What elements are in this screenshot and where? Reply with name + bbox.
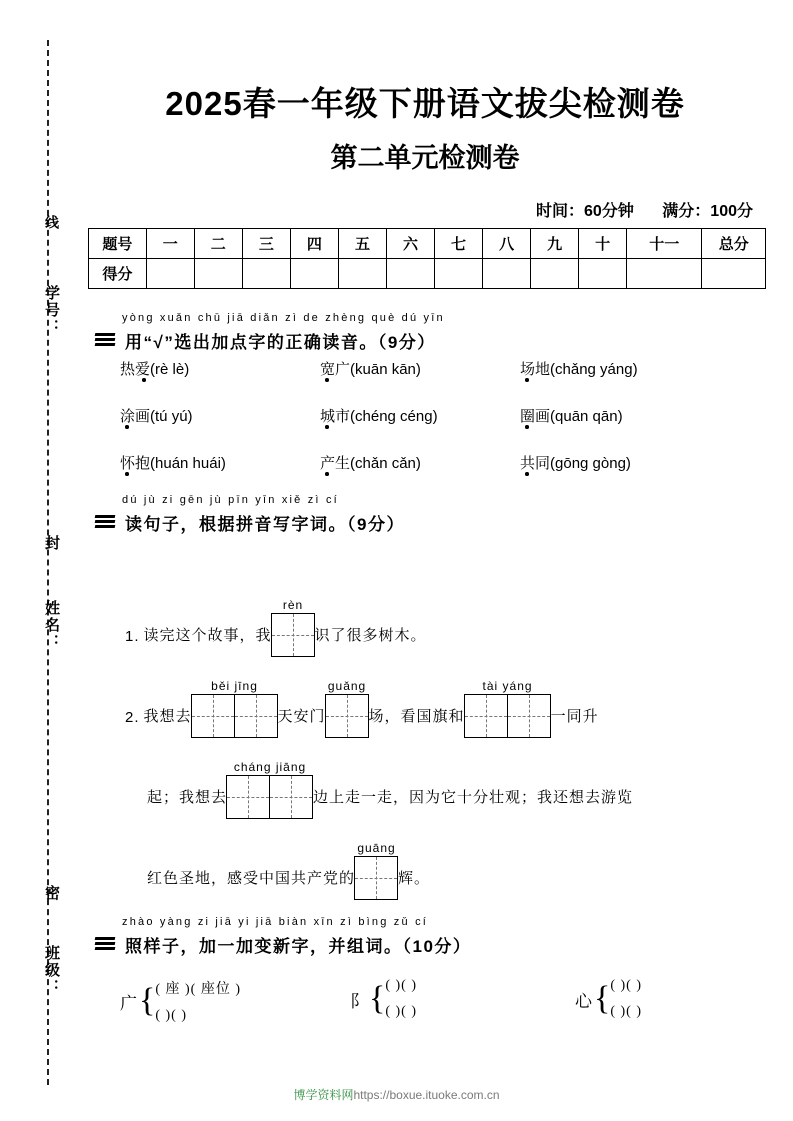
ex1-body (120, 358, 760, 499)
ex3-group-2-radical: 阝 (350, 991, 367, 1011)
brace-icon: { (369, 980, 386, 1017)
ex2-q2-pinyin-1: běi jīng (211, 679, 258, 693)
brace-icon: { (139, 982, 156, 1019)
ex1-item-5[interactable] (320, 405, 520, 426)
ex2-q1-box-group[interactable] (272, 598, 315, 657)
ex2-q2-pinyin-3: tài yáng (482, 679, 533, 693)
ex2-q2-box-group-2[interactable] (326, 679, 369, 738)
ex3-group-2[interactable] (350, 978, 417, 1020)
tianzi-box[interactable] (234, 694, 278, 738)
ex2-q1-number: 1. (125, 628, 140, 645)
ex3-group-1-radical: 广 (120, 993, 137, 1013)
ex1-item-1-options: (rè lè) (150, 361, 190, 378)
tianzi-box[interactable] (354, 856, 398, 900)
section-number-icon (95, 515, 115, 532)
ex2-q2d-after: 辉。 (398, 870, 431, 887)
ex3-group-3-line-1[interactable]: ( )( ) (610, 978, 642, 993)
tianzi-box[interactable] (269, 775, 313, 819)
tianzi-box[interactable] (226, 775, 270, 819)
emphasis-dot-icon (142, 378, 146, 382)
ex1-row-2 (120, 405, 760, 426)
page-title: 2025春一年级下册语文拔尖检测卷 (165, 85, 685, 122)
ex2-q2-box-group-1[interactable] (192, 679, 278, 738)
tianzi-box[interactable] (507, 694, 551, 738)
emphasis-dot-icon (325, 425, 329, 429)
score-col-10: 十 (579, 229, 627, 259)
ex2-q2c-after: 边上走一走，因为它十分壮观；我还想去游览 (313, 789, 634, 806)
tianzi-box[interactable] (325, 694, 369, 738)
ex3-group-3-line-2[interactable]: ( )( ) (610, 1004, 642, 1019)
ex2-q2-mid-2: 场，看国旗和 (368, 708, 465, 725)
ex2-q2-before: 我想去 (143, 708, 192, 725)
footer-brand: 博学资料网 (293, 1088, 354, 1102)
time-label: 时间：60分钟 (536, 203, 634, 220)
ex1-item-4-word: 涂画 (120, 408, 151, 425)
exam-meta (512, 198, 753, 221)
ex1-heading-text: 用“√”选出加点字的正确读音。（9分） (125, 333, 436, 352)
score-col-3: 三 (242, 229, 290, 259)
footer-url[interactable]: https://boxue.ituoke.com.cn (353, 1088, 500, 1102)
ex1-row-1 (120, 358, 760, 379)
ex2-q1-pinyin: rèn (282, 598, 304, 612)
score-col-8: 八 (483, 229, 531, 259)
ex2-q2c-box-group[interactable] (227, 760, 313, 819)
ex1-item-4[interactable] (120, 405, 320, 426)
brace-icon: { (594, 980, 611, 1017)
score-table-label-1: 题号 (89, 229, 147, 259)
ex3-group-1[interactable] (120, 978, 241, 1024)
ex1-item-6[interactable] (520, 405, 740, 426)
ex2-q2d-before: 红色圣地，感受中国共产党的 (147, 870, 356, 887)
ex1-item-3-word: 场地 (520, 361, 551, 378)
score-cell-5[interactable] (338, 259, 386, 289)
ex1-item-7-options: (huán huái) (150, 455, 226, 472)
score-col-9: 九 (531, 229, 579, 259)
ex2-q2-number: 2. (125, 709, 140, 726)
score-cell-11[interactable] (627, 259, 702, 289)
ex3-group-2-line-2[interactable]: ( )( ) (385, 1004, 417, 1019)
score-col-5: 五 (338, 229, 386, 259)
ex1-item-4-options: (tú yú) (150, 408, 193, 425)
ex3-heading-text: 照样子，加一加变新字，并组词。（10分） (125, 937, 472, 956)
score-cell-1[interactable] (146, 259, 194, 289)
ex2-heading-text: 读句子，根据拼音写字词。（9分） (125, 515, 405, 534)
score-col-6: 六 (386, 229, 434, 259)
score-cell-4[interactable] (290, 259, 338, 289)
sidebar-label-class: 班级： (43, 945, 60, 996)
ex1-item-8-word: 产生 (320, 455, 351, 472)
ex3-group-3-radical: 心 (575, 991, 592, 1011)
score-col-2: 二 (194, 229, 242, 259)
score-col-1: 一 (146, 229, 194, 259)
ex1-row-3 (120, 452, 760, 473)
score-col-11: 十一 (627, 229, 702, 259)
ex1-item-9[interactable] (520, 452, 740, 473)
ex2-q2c-before: 起；我想去 (147, 789, 228, 806)
ex2-q2-after: 一同升 (550, 708, 599, 725)
emphasis-dot-icon (125, 425, 129, 429)
ex2-q2d-box-group[interactable] (355, 841, 398, 900)
footer-watermark (0, 1086, 793, 1103)
score-cell-10[interactable] (579, 259, 627, 289)
ex1-item-2[interactable] (320, 358, 520, 379)
table-row-header (89, 229, 766, 259)
ex1-item-7[interactable] (120, 452, 320, 473)
ex3-group-1-line-2[interactable]: ( )( ) (155, 1008, 187, 1023)
emphasis-dot-icon (525, 425, 529, 429)
ex1-item-9-word: 共同 (520, 455, 551, 472)
sidebar-label-line: 线 (44, 215, 60, 231)
ex1-heading (95, 328, 436, 353)
sidebar-label-student-no: 学号： (43, 285, 60, 336)
ex2-question-2 (125, 679, 765, 738)
ex3-group-3[interactable] (575, 978, 642, 1020)
emphasis-dot-icon (525, 378, 529, 382)
ex1-item-6-word: 圈画 (520, 408, 551, 425)
score-cell-6[interactable] (386, 259, 434, 289)
ex3-group-2-line-1[interactable]: ( )( ) (385, 978, 417, 993)
score-col-7: 七 (435, 229, 483, 259)
ex2-body (95, 560, 765, 908)
score-table (88, 228, 766, 289)
ex1-item-5-options: (chéng céng) (350, 408, 438, 425)
sidebar-label-seal: 封 (43, 535, 60, 552)
sidebar-label-secret: 密 (43, 885, 60, 902)
tianzi-box[interactable] (464, 694, 508, 738)
score-cell-8[interactable] (483, 259, 531, 289)
ex1-item-6-options: (quān qān) (550, 408, 623, 425)
ex2-q2c-pinyin: cháng jiāng (233, 760, 307, 774)
ex2-q1-after: 识了很多树木。 (314, 627, 427, 644)
ex2-heading (95, 510, 405, 535)
ex1-item-9-options: (gōng gòng) (550, 455, 631, 472)
emphasis-dot-icon (325, 472, 329, 476)
ex1-pinyin: yòng xuǎn chū jiā diǎn zì de zhèng què dú yīn (122, 312, 445, 324)
ex2-q2d-pinyin: guāng (357, 841, 396, 855)
emphasis-dot-icon (525, 472, 529, 476)
ex1-item-5-word: 城市 (320, 408, 351, 425)
score-cell-2[interactable] (194, 259, 242, 289)
ex3-heading (95, 932, 471, 957)
score-col-4: 四 (290, 229, 338, 259)
tianzi-box[interactable] (191, 694, 235, 738)
ex1-item-8[interactable] (320, 452, 520, 473)
score-cell-9[interactable] (531, 259, 579, 289)
ex1-item-1[interactable] (120, 358, 320, 379)
section-number-icon (95, 333, 115, 350)
ex1-item-1-word: 热爱 (120, 361, 151, 378)
binding-dashed-line (47, 40, 49, 1085)
sidebar-label-name: 姓名： (43, 600, 60, 651)
score-cell-7[interactable] (435, 259, 483, 289)
ex1-item-3[interactable] (520, 358, 740, 379)
ex2-pinyin: dú jù zi gēn jù pīn yīn xiě zì cí (122, 494, 339, 506)
ex2-q1-before: 读完这个故事，我 (143, 627, 272, 644)
ex2-question-1 (125, 598, 765, 657)
total-score-label: 满分：100分 (662, 203, 753, 220)
page-subtitle: 第二单元检测卷 (330, 143, 520, 173)
table-row-score (89, 259, 766, 289)
ex2-q2-pinyin-2: guǎng (327, 679, 367, 693)
ex1-item-2-word: 宽广 (320, 361, 351, 378)
ex2-q2-mid-1: 天安门 (277, 708, 326, 725)
ex1-item-3-options: (chǎng yáng) (550, 361, 638, 378)
score-table-label-2: 得分 (89, 259, 147, 289)
score-cell-total[interactable] (702, 259, 766, 289)
ex1-item-2-options: (kuān kān) (350, 361, 421, 378)
ex2-question-2-cont (147, 760, 765, 819)
ex3-group-1-line-1[interactable]: ( 座 )( 座位 ) (155, 982, 241, 997)
ex2-question-2-cont2 (147, 841, 765, 900)
ex1-item-7-word: 怀抱 (120, 455, 151, 472)
ex3-pinyin: zhào yàng zi jiā yi jiā biàn xīn zì bìng zǔ cí (122, 916, 429, 928)
section-number-icon (95, 937, 115, 954)
ex2-q2-box-group-3[interactable] (465, 679, 551, 738)
emphasis-dot-icon (325, 378, 329, 382)
score-cell-3[interactable] (242, 259, 290, 289)
tianzi-box[interactable] (271, 613, 315, 657)
ex1-item-8-options: (chǎn cǎn) (350, 455, 421, 472)
emphasis-dot-icon (125, 472, 129, 476)
score-col-total: 总分 (702, 229, 766, 259)
